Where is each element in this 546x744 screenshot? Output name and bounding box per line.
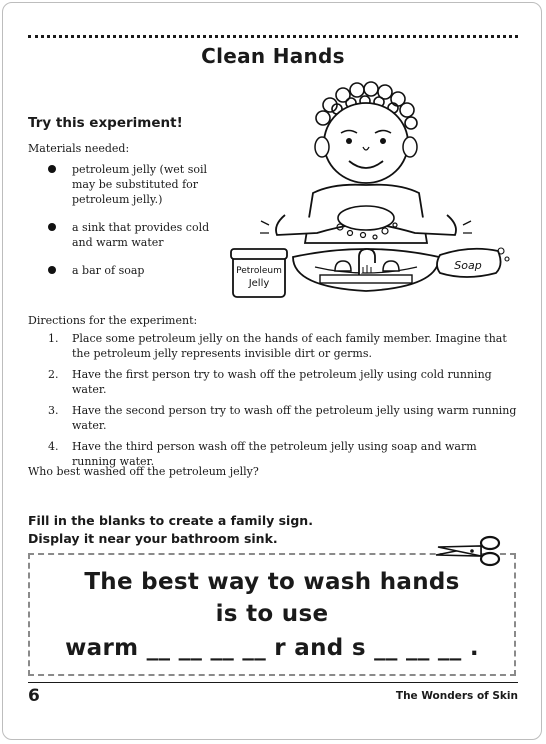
question: Who best washed off the petroleum jelly? <box>28 465 259 478</box>
page-title: Clean Hands <box>201 44 345 68</box>
material-text: a sink that provides cold and warm water <box>72 221 210 249</box>
fill-instructions-line2: Display it near your bathroom sink. <box>28 531 278 546</box>
step-text: Have the third person wash off the petroleum jelly using soap and warm running water. <box>72 440 477 468</box>
step-number: 1. <box>48 332 59 345</box>
family-sign-cutout <box>28 553 516 676</box>
step-number: 4. <box>48 440 59 453</box>
petroleum-jelly-jar <box>231 249 287 297</box>
bullet-icon <box>48 266 56 274</box>
step-text: Have the first person try to wash off the petroleum jelly using cold running water. <box>72 368 492 396</box>
steps-list <box>48 332 518 476</box>
jar-label-line2: Jelly <box>248 278 270 289</box>
sign-line3: warm __ __ __ __ r and s __ __ __ . <box>65 635 479 661</box>
directions-label: Directions for the experiment: <box>28 314 198 327</box>
hands <box>338 206 394 230</box>
step-text: Have the second person try to wash off the petroleum jelly using warm running water. <box>72 404 517 432</box>
material-text: a bar of soap <box>72 264 145 277</box>
materials-label: Materials needed: <box>28 142 130 155</box>
fill-instructions-line1: Fill in the blanks to create a family sign. <box>28 513 313 528</box>
soap-bar <box>437 248 509 277</box>
list-item <box>48 220 218 250</box>
list-item <box>48 404 518 433</box>
step-number: 3. <box>48 404 59 417</box>
soap-label: Soap <box>454 259 482 272</box>
sign-line2: is to use <box>215 601 329 627</box>
footer-rule <box>28 682 518 683</box>
materials-list <box>48 162 218 291</box>
jar-label-line1: Petroleum <box>236 266 282 276</box>
scissors-icon <box>432 535 504 567</box>
bullet-icon <box>48 165 56 173</box>
list-item <box>48 368 518 397</box>
step-text: Place some petroleum jelly on the hands of each family member. Imagine that the petroleum jelly represents invisible dirt or germs. <box>72 332 507 360</box>
fill-instructions <box>28 512 313 548</box>
bullet-icon <box>48 223 56 231</box>
top-dotted-rule <box>28 35 518 38</box>
list-item <box>48 263 218 278</box>
page-number: 6 <box>28 686 40 706</box>
face <box>324 103 408 183</box>
sign-line1: The best way to wash hands <box>84 569 460 595</box>
list-item <box>48 332 518 361</box>
child-washing-hands-illustration <box>225 75 525 305</box>
list-item <box>48 162 218 207</box>
section-subhead: Try this experiment! <box>28 115 183 131</box>
material-text: petroleum jelly (wet soil may be substituted for petroleum jelly.) <box>72 163 207 206</box>
book-title: The Wonders of Skin <box>395 690 518 702</box>
step-number: 2. <box>48 368 59 381</box>
